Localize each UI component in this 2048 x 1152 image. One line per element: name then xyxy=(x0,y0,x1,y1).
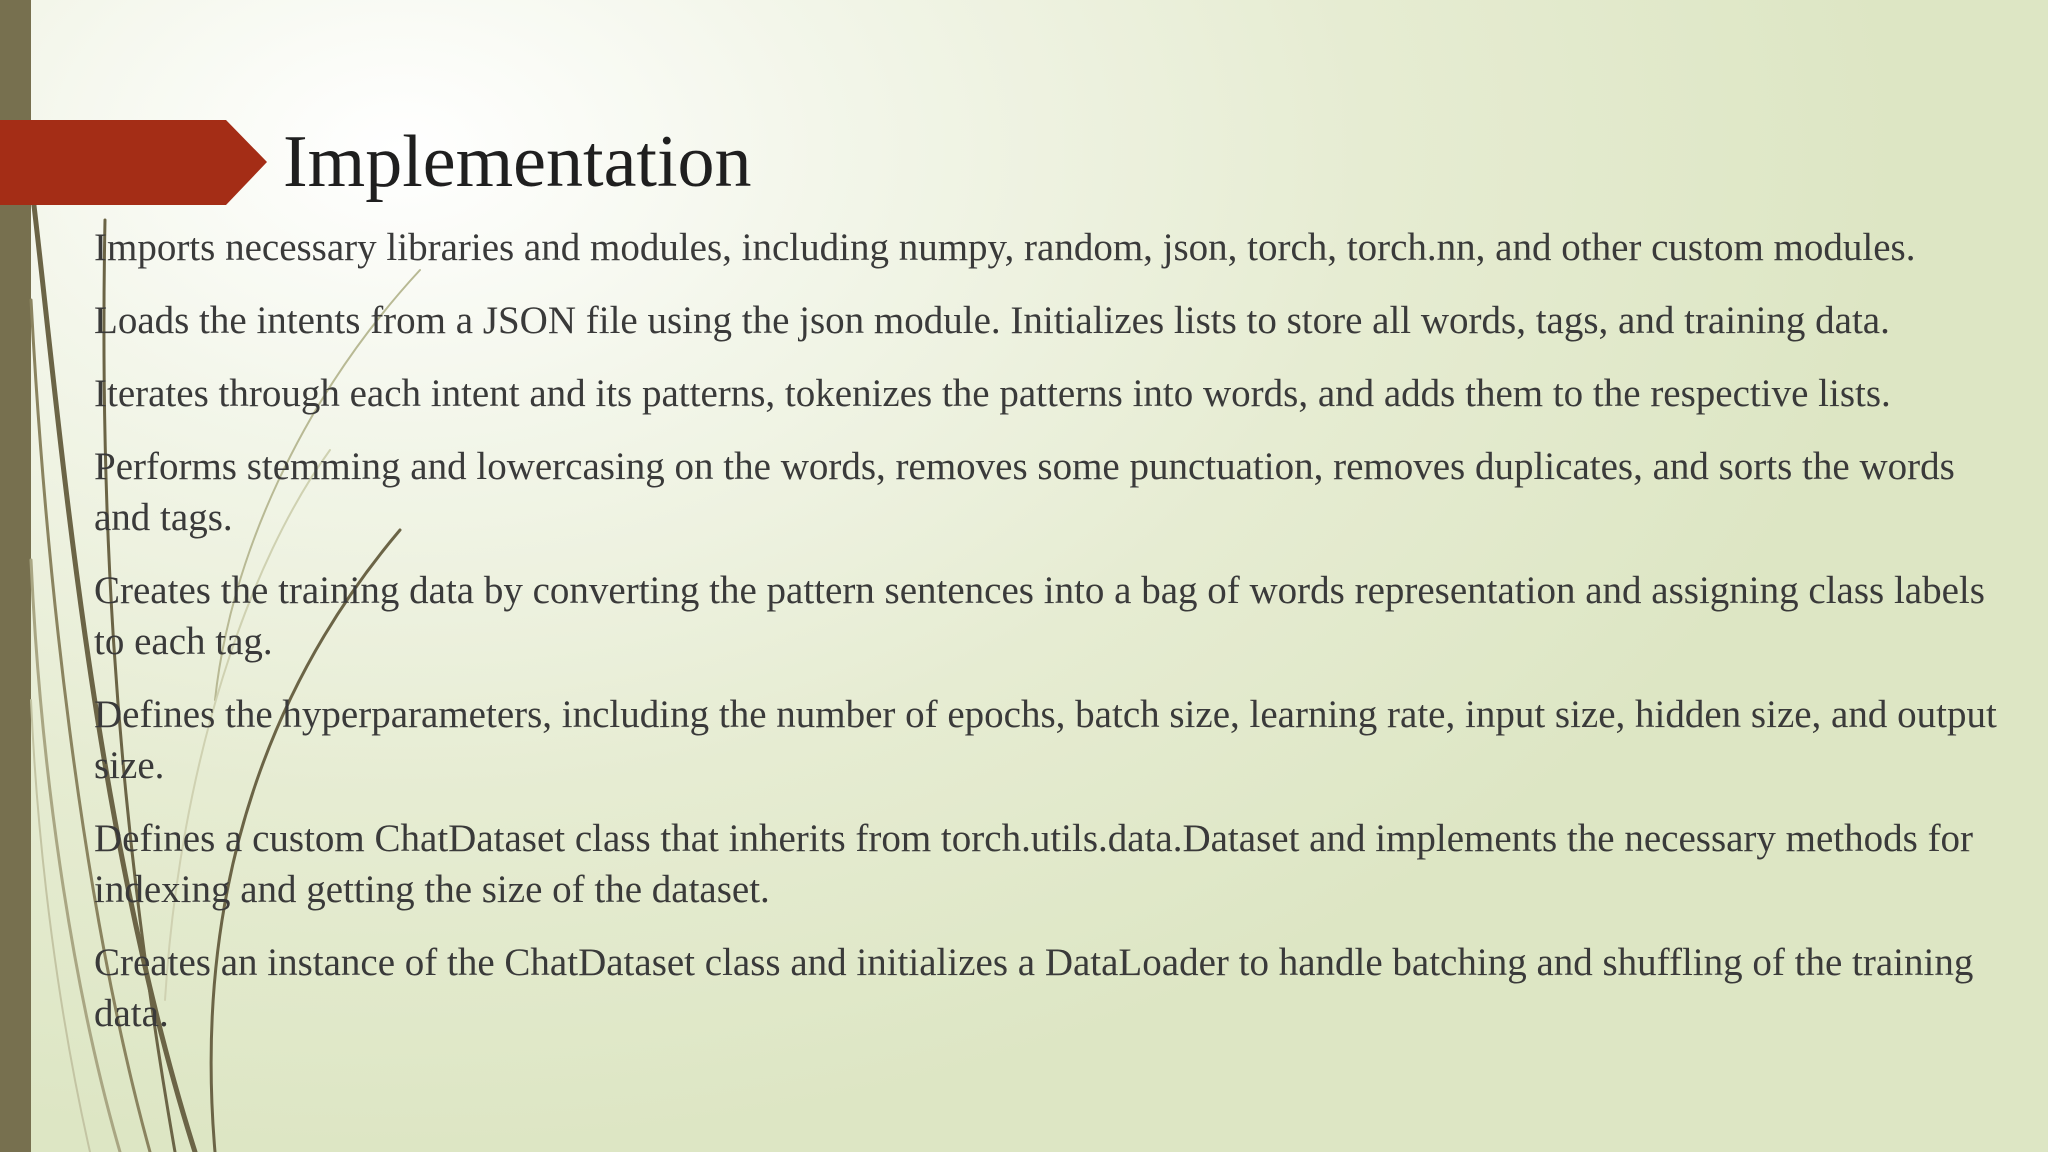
bullet-item: Creates the training data by converting the pattern sentences into a bag of words representation and assigning class labels to each tag. xyxy=(94,569,1985,663)
bullet-item: Performs stemming and lowercasing on the words, removes some punctuation, removes duplicates, and sorts the words and tags. xyxy=(94,445,1955,539)
bullet-item: Imports necessary libraries and modules, including numpy, random, json, torch, torch.nn, and other custom modules. xyxy=(94,226,1916,269)
slide-title: Implementation xyxy=(283,121,752,203)
bullet-item: Defines the hyperparameters, including the number of epochs, batch size, learning rate, input size, hidden size, and output size. xyxy=(94,693,1997,787)
bullet-list xyxy=(94,222,2014,1061)
title-arrow-shape xyxy=(0,120,267,205)
bullet-item: Defines a custom ChatDataset class that inherits from torch.utils.data.Dataset and implements the necessary methods for indexing and getting the size of the dataset. xyxy=(94,817,1974,911)
bullet-item: Creates an instance of the ChatDataset class and initializes a DataLoader to handle batching and shuffling of the training data. xyxy=(94,941,1974,1035)
bullet-item: Loads the intents from a JSON file using the json module. Initializes lists to store all words, tags, and training data. xyxy=(94,299,1890,342)
bullet-item: Iterates through each intent and its patterns, tokenizes the patterns into words, and adds them to the respective lists. xyxy=(94,372,1891,415)
